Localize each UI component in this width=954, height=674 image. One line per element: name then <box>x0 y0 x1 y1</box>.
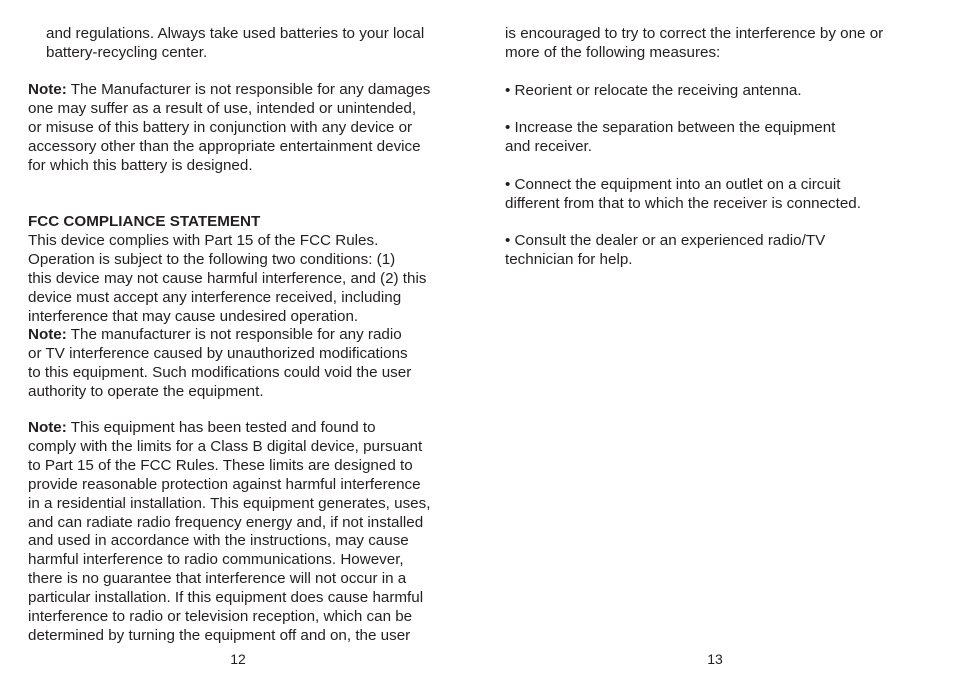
bullet-item: • Consult the dealer or an experienced radio/TV technician for help. <box>505 232 826 268</box>
fcc-statement-text: This device complies with Part 15 of the FCC Rules. Operation is subject to the following two conditions: (1) this device may not cause harmful interference, and (2) this device must accept any interference received, including interference that may cause undesired operation. <box>28 232 427 325</box>
bullet-item: • Increase the separation between the equipment and receiver. <box>505 119 836 155</box>
bullet-item: • Reorient or relocate the receiving antenna. <box>505 82 802 99</box>
note-label: Note: <box>28 81 67 98</box>
bullet-item: • Connect the equipment into an outlet on a circuit different from that to which the receiver is connected. <box>505 176 861 212</box>
note-class-b-device <box>28 419 430 646</box>
note-text: The Manufacturer is not responsible for any damages one may suffer as a result of use, intended or unintended, or misuse of this battery in conjunction with any device or accessory other than the appropriate entertainment device for which this battery is designed. <box>28 81 431 174</box>
note-label: Note: <box>28 419 67 436</box>
note-radio-interference <box>28 326 411 402</box>
note-label: Note: <box>28 326 67 343</box>
right-page <box>477 0 954 674</box>
page-number: 12 <box>230 651 246 667</box>
note-manufacturer-damages <box>28 81 430 176</box>
continued-text: and regulations. Always take used batteries to your local battery-recycling center. <box>46 25 425 61</box>
fcc-heading: FCC COMPLIANCE STATEMENT <box>28 213 261 230</box>
page-number: 13 <box>707 651 723 667</box>
note-text: The manufacturer is not responsible for any radio or TV interference caused by unauthorized modifications to this equipment. Such modifications could void the user authority to operate the equipment. <box>28 326 412 400</box>
intro-text: is encouraged to try to correct the interference by one or more of the following measures: <box>505 25 884 61</box>
note-text: This equipment has been tested and found to comply with the limits for a Class B digital device, pursuant to Part 15 of the FCC Rules. These limits are designed to provide reasonable protection against harmful interference in a residential installation. This equipment generates, uses, and can radiate radio frequency energy and, if not installed and used in accordance with the instructions, may cause harmful interference to radio communications. However, there is no guarantee that interference will not occur in a particular installation. If this equipment does cause harmful interference to radio or television reception, which can be determined by turning the equipment off and on, the user <box>28 419 431 644</box>
